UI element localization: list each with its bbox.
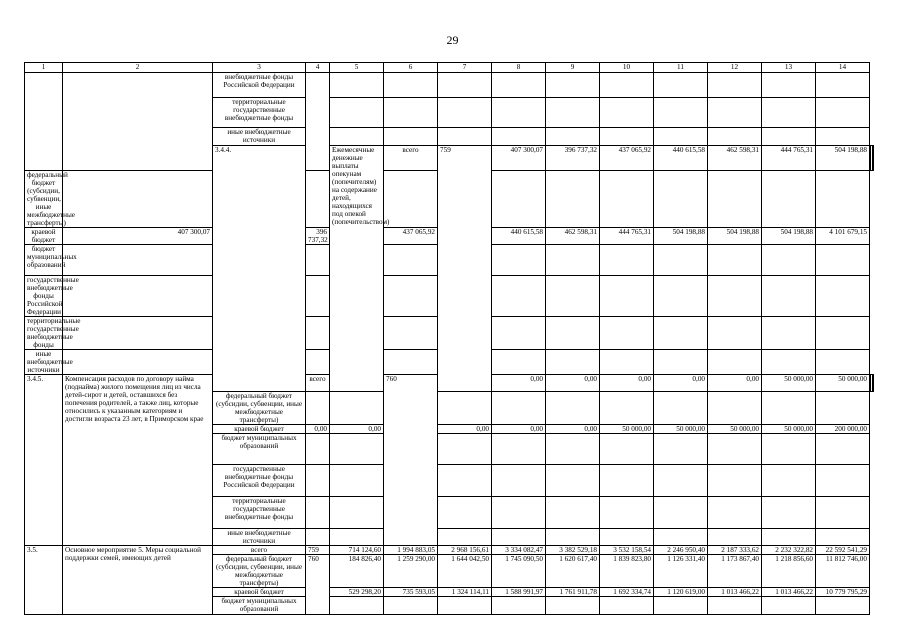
col-header: 10 — [600, 63, 654, 73]
value-cell: 3 382 529,18 — [546, 546, 600, 555]
value-cell: 50 000,00 — [816, 375, 870, 392]
indicator-cell — [306, 73, 330, 171]
col-header: 8 — [492, 63, 546, 73]
value-cell: 735 593,05 — [384, 588, 438, 597]
value-cell: 444 765,31 — [762, 146, 816, 171]
col-header: 14 — [816, 63, 870, 73]
value-cell: 3 334 082,47 — [492, 546, 546, 555]
source-cell: иные внебюджетные источники — [25, 350, 63, 375]
value-cell: 440 615,58 — [492, 228, 546, 245]
col-header: 7 — [438, 63, 492, 73]
value-cell: 1 644 042,50 — [438, 555, 492, 588]
value-cell: 2 232 322,82 — [762, 546, 816, 555]
value-cell: 462 598,31 — [546, 228, 600, 245]
col-header: 1 — [25, 63, 63, 73]
value-cell: 1 994 883,05 — [384, 546, 438, 555]
value-cell: 1 259 290,00 — [384, 555, 438, 588]
value-cell: 437 065,92 — [384, 228, 438, 245]
value-cell: 50 000,00 — [654, 425, 708, 434]
value-cell — [872, 146, 873, 171]
value-cell: 1 120 619,00 — [654, 588, 708, 597]
value-cell: 440 615,58 — [654, 146, 708, 171]
item-code: 3.4.5. — [25, 375, 63, 546]
source-cell: государственные внебюджетные фонды Российской Федерации — [25, 276, 63, 317]
source-cell: краевой бюджет — [213, 425, 306, 434]
col-header: 9 — [546, 63, 600, 73]
value-cell: 1 324 114,11 — [438, 588, 492, 597]
value-cell: 4 101 679,15 — [816, 228, 870, 245]
value-cell — [872, 375, 873, 392]
value-cell: 1 745 090,50 — [492, 555, 546, 588]
value-cell: 0,00 — [330, 425, 384, 434]
source-cell: государственные внебюджетные фонды Российской Федерации — [213, 465, 306, 497]
value-cell: 10 779 795,29 — [816, 588, 870, 597]
value-cell: 504 198,88 — [654, 228, 708, 245]
value-cell: 0,00 — [546, 375, 600, 392]
item-code: 3.4.4. — [213, 146, 306, 392]
col-header: 2 — [63, 63, 213, 73]
value-cell: 50 000,00 — [762, 425, 816, 434]
source-cell: иные внебюджетные источники — [213, 529, 306, 546]
source-cell: федеральный бюджет (субсидии, субвенции, иные межбюджетные трансферты) — [213, 392, 306, 425]
value-cell: 396 737,32 — [306, 228, 330, 245]
source-cell: федеральный бюджет (субсидии, субвенции, иные межбюджетные трансферты) — [25, 171, 63, 228]
source-cell: федеральный бюджет (субсидии, субвенции, иные межбюджетные трансферты) — [213, 555, 306, 588]
value-cell: 0,00 — [708, 375, 762, 392]
value-cell: 407 300,07 — [492, 146, 546, 171]
value-cell: 0,00 — [438, 425, 492, 434]
col-header: 12 — [708, 63, 762, 73]
value-cell: 529 298,20 — [330, 588, 384, 597]
value-cell: 1 218 856,60 — [762, 555, 816, 588]
source-cell: всего — [306, 375, 330, 392]
source-cell: иные внебюджетные источники — [213, 128, 306, 146]
page-number: 29 — [446, 33, 459, 47]
value-cell: 407 300,07 — [63, 228, 213, 245]
source-cell: внебюджетные фонды Российской Федерации — [213, 73, 306, 98]
code-cell — [25, 73, 63, 171]
value-cell: 462 598,31 — [708, 146, 762, 171]
value-cell: 2 246 950,40 — [654, 546, 708, 555]
col-header: 13 — [762, 63, 816, 73]
indicator-code: 759 — [438, 146, 492, 392]
value-cell: 1 620 617,40 — [546, 555, 600, 588]
value-cell: 396 737,32 — [546, 146, 600, 171]
value-cell: 50 000,00 — [600, 425, 654, 434]
source-cell: всего — [384, 146, 438, 171]
value-cell: 50 000,00 — [762, 375, 816, 392]
col-header: 3 — [213, 63, 306, 73]
value-cell: 3 532 158,54 — [600, 546, 654, 555]
value-cell: 0,00 — [654, 375, 708, 392]
table-row — [25, 546, 874, 555]
value-cell: 504 198,88 — [762, 228, 816, 245]
value-cell: 1 588 991,97 — [492, 588, 546, 597]
budget-table — [24, 62, 874, 615]
value-cell: 0,00 — [306, 425, 330, 434]
value-cell: 22 592 541,29 — [816, 546, 870, 555]
source-cell: территориальные государственные внебюджетные фонды — [213, 497, 306, 529]
value-cell: 444 765,31 — [600, 228, 654, 245]
source-cell: территориальные государственные внебюджетные фонды — [213, 98, 306, 128]
source-cell: всего — [213, 546, 306, 555]
source-cell: бюджет муниципальных образований — [213, 597, 306, 615]
value-cell: 504 198,88 — [708, 228, 762, 245]
table-row — [25, 73, 874, 98]
value-cell: 0,00 — [492, 375, 546, 392]
source-cell: краевой бюджет — [25, 228, 63, 245]
value-cell: 714 124,60 — [330, 546, 384, 555]
value-cell: 11 812 746,00 — [816, 555, 870, 588]
value-cell: 200 000,00 — [816, 425, 870, 434]
source-cell: бюджет муниципальных образований — [213, 434, 306, 465]
value-cell: 0,00 — [546, 425, 600, 434]
value-cell: 1 173 867,40 — [708, 555, 762, 588]
value-cell: 0,00 — [492, 425, 546, 434]
indicator-code: 760 — [306, 555, 330, 615]
header-row — [25, 63, 874, 73]
item-code: 3.5. — [25, 546, 63, 615]
item-name: Ежемесячные денежные выплаты опекунам (попечителям) на содержание детей, находящихся под опекой (попечительством) — [330, 146, 384, 392]
col-header: 6 — [384, 63, 438, 73]
value-cell: 184 826,40 — [330, 555, 384, 588]
source-cell: территориальные государственные внебюджетные фонды — [25, 317, 63, 350]
value-cell: 2 968 156,61 — [438, 546, 492, 555]
col-header: 4 — [306, 63, 330, 73]
value-cell: 2 187 333,62 — [708, 546, 762, 555]
source-cell: бюджет муниципальных образований — [25, 245, 63, 276]
value-cell: 1 839 823,80 — [600, 555, 654, 588]
value-cell: 504 198,88 — [816, 146, 870, 171]
source-cell: краевой бюджет — [213, 588, 306, 597]
value-cell: 437 065,92 — [600, 146, 654, 171]
name-cell — [63, 73, 213, 171]
item-name: Основное мероприятие 5. Меры социальной поддержки семей, имеющих детей — [63, 546, 213, 615]
value-cell: 1 692 334,74 — [600, 588, 654, 597]
value-cell: 1 761 911,78 — [546, 588, 600, 597]
value-cell: 1 013 466,22 — [708, 588, 762, 597]
col-header: 5 — [330, 63, 384, 73]
col-header: 11 — [654, 63, 708, 73]
value-cell: 50 000,00 — [708, 425, 762, 434]
item-name: Компенсация расходов по договору найма (поднайма) жилого помещения лиц из числа детей-сирот и детей, оставшихся без попечения родителей, а также лиц, которые относились к указанным категориям и достигли возраста 23 лет, в Приморском крае — [63, 375, 213, 546]
value-cell: 1 013 466,22 — [762, 588, 816, 597]
indicator-code: 759 — [306, 546, 330, 555]
indicator-code: 760 — [384, 375, 438, 546]
value-cell: 0,00 — [600, 375, 654, 392]
value-cell: 1 126 331,40 — [654, 555, 708, 588]
